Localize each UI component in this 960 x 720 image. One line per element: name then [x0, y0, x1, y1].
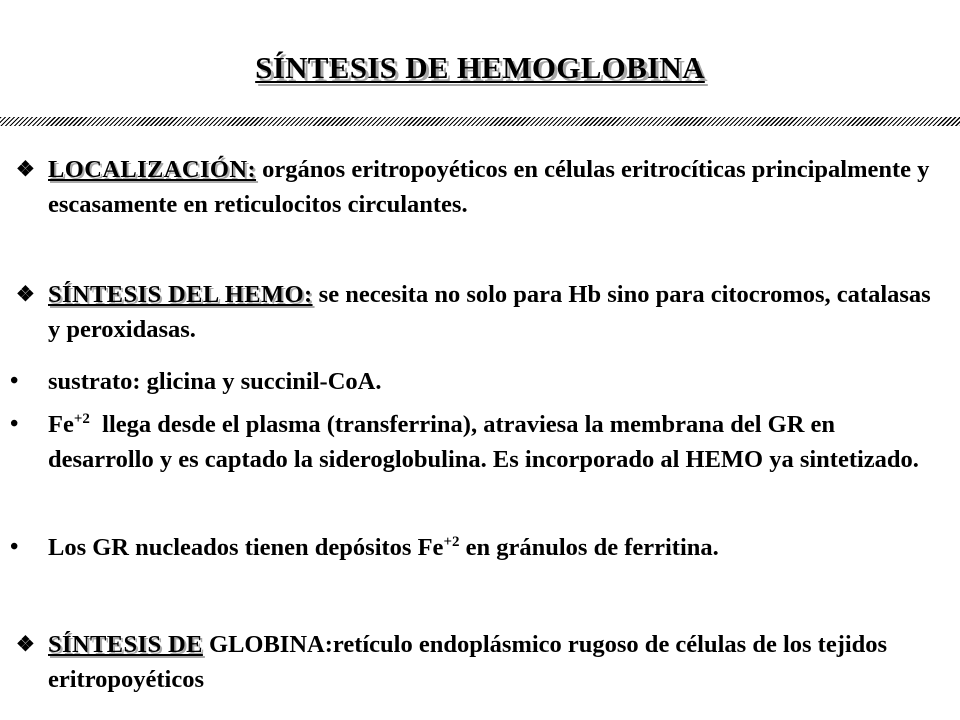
diamond-bullet-icon: ❖: [16, 632, 33, 656]
superscript-charge: +2: [73, 410, 90, 427]
item-text: orgános eritropoyéticos en células eritrocíticas principalmente y escasamente en reticulocitos circulantes.: [48, 156, 930, 218]
item-text-start: Los GR nucleados tienen depósitos Fe: [48, 534, 444, 561]
item-text: sustrato: glicina y succinil-CoA.: [48, 368, 382, 395]
page-title: SÍNTESIS DE HEMOGLOBINA: [255, 50, 705, 85]
item-text-end: en gránulos de ferritina.: [459, 534, 719, 561]
item-text-start: Fe: [48, 411, 74, 438]
list-item-sustrato: [10, 364, 943, 399]
list-item-localizacion: [16, 152, 943, 222]
diamond-bullet-icon: ❖: [16, 157, 33, 181]
superscript-charge: +2: [443, 533, 460, 550]
item-label: SÍNTESIS DE: [48, 631, 203, 658]
list-item-fe-transport: [10, 407, 943, 477]
list-item-sintesis-globina: [16, 627, 943, 697]
item-text-end: llega desde el plasma (transferrina), atraviesa la membrana del GR en desarrollo y es captado la sideroglobulina. Es incorporado al HEMO ya sintetizado.: [48, 411, 919, 473]
item-text: GLOBINA:retículo endoplásmico rugoso de células de los tejidos eritropoyéticos: [48, 631, 888, 693]
diamond-bullet-icon: ❖: [16, 282, 33, 306]
round-bullet-icon: •: [10, 368, 19, 394]
item-text: se necesita no solo para Hb sino para citocromos, catalasas y peroxidasas.: [48, 281, 931, 343]
item-label: LOCALIZACIÓN:: [48, 156, 257, 183]
list-item-gr-nucleados: [10, 530, 943, 565]
round-bullet-icon: •: [10, 411, 19, 437]
title-divider: [0, 117, 960, 126]
round-bullet-icon: •: [10, 534, 19, 560]
item-label: SÍNTESIS DEL HEMO:: [48, 281, 313, 308]
list-item-sintesis-hemo: [16, 277, 943, 347]
